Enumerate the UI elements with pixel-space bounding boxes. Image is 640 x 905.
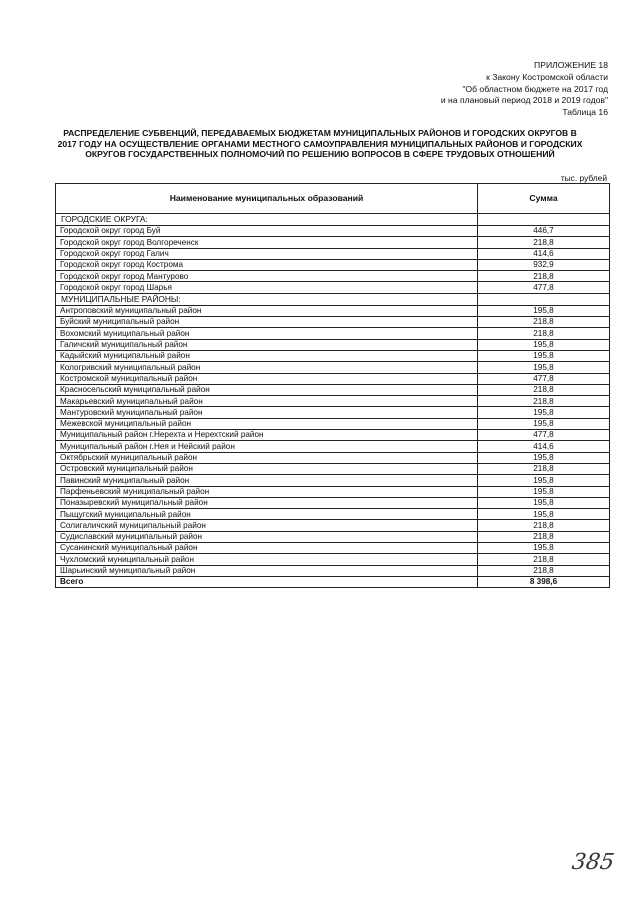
subsidy-amount: 446,7 [478, 226, 610, 237]
subsidy-table [55, 183, 610, 588]
table-body [56, 214, 610, 588]
municipality-name: Кологривский муниципальный район [56, 362, 478, 373]
page-number: 385 [570, 850, 616, 875]
total-label: Всего [56, 576, 478, 587]
table-row [56, 497, 610, 508]
municipality-name: Городской округ город Волгореченск [56, 237, 478, 248]
table-row [56, 317, 610, 328]
municipality-name: Костромской муниципальный район [56, 373, 478, 384]
table-row [56, 463, 610, 474]
table-row [56, 520, 610, 531]
subsidy-amount: 195,8 [478, 418, 610, 429]
column-header-sum: Сумма [478, 184, 610, 214]
table-row [56, 362, 610, 373]
appendix-line: "Об областном бюджете на 2017 год [462, 83, 608, 94]
table-row [56, 509, 610, 520]
subsidy-amount: 195,8 [478, 452, 610, 463]
column-header-name: Наименование муниципальных образований [56, 184, 478, 214]
municipality-name: Мантуровский муниципальный район [56, 407, 478, 418]
subsidy-amount: 195,8 [478, 497, 610, 508]
municipality-name: Солигаличский муниципальный район [56, 520, 478, 531]
subsidy-amount: 195,8 [478, 305, 610, 316]
municipality-name: Кадыйский муниципальный район [56, 350, 478, 361]
subsidy-amount: 218,8 [478, 463, 610, 474]
municipality-name: Городской округ город Кострома [56, 259, 478, 270]
total-row [56, 576, 610, 587]
table-row [56, 430, 610, 441]
table-row [56, 282, 610, 293]
municipality-name: Городской округ город Буй [56, 226, 478, 237]
municipality-name: Макарьевский муниципальный район [56, 396, 478, 407]
table-row [56, 452, 610, 463]
units-label: тыс. рублей [560, 173, 607, 183]
municipality-name: Буйский муниципальный район [56, 317, 478, 328]
table-row [56, 226, 610, 237]
table-row [56, 407, 610, 418]
section-label: ГОРОДСКИЕ ОКРУГА: [56, 214, 478, 226]
subsidy-amount: 195,8 [478, 350, 610, 361]
table-row [56, 350, 610, 361]
municipality-name: Павинский муниципальный район [56, 475, 478, 486]
municipality-name: Шарьинский муниципальный район [56, 565, 478, 576]
subsidy-amount: 218,8 [478, 384, 610, 395]
table-row [56, 418, 610, 429]
municipality-name: Вохомский муниципальный район [56, 328, 478, 339]
municipality-name: Городской округ город Шарья [56, 282, 478, 293]
subsidy-amount: 414,6 [478, 441, 610, 452]
table-row [56, 441, 610, 452]
subsidy-amount: 218,8 [478, 520, 610, 531]
subsidy-amount: 477,8 [478, 282, 610, 293]
table-row [56, 373, 610, 384]
subsidy-amount: 218,8 [478, 554, 610, 565]
municipality-name: Чухломский муниципальный район [56, 554, 478, 565]
appendix-reference [348, 60, 608, 119]
table-row [56, 384, 610, 395]
subsidy-amount: 195,8 [478, 543, 610, 554]
subsidy-amount: 195,8 [478, 486, 610, 497]
municipality-name: Городской округ город Галич [56, 248, 478, 259]
section-sum-empty [478, 214, 610, 226]
municipality-name: Парфеньевский муниципальный район [56, 486, 478, 497]
section-header-row [56, 293, 610, 305]
subsidy-amount: 218,8 [478, 565, 610, 576]
municipality-name: Поназыревский муниципальный район [56, 497, 478, 508]
municipality-name: Красносельский муниципальный район [56, 384, 478, 395]
table-row [56, 271, 610, 282]
table-row [56, 248, 610, 259]
subsidy-amount: 195,8 [478, 475, 610, 486]
subsidy-amount: 218,8 [478, 317, 610, 328]
municipality-name: Межевской муниципальный район [56, 418, 478, 429]
subsidy-amount: 218,8 [478, 237, 610, 248]
municipality-name: Октябрьский муниципальный район [56, 452, 478, 463]
table-row [56, 565, 610, 576]
document-title: РАСПРЕДЕЛЕНИЕ СУБВЕНЦИЙ, ПЕРЕДАВАЕМЫХ БЮДЖЕТАМ МУНИЦИПАЛЬНЫХ РАЙОНОВ И ГОРОДСКИХ ОКРУГОВ В 2017 ГОДУ НА ОСУЩЕСТВЛЕНИЕ ОРГАНАМИ МЕСТНОГО САМОУПРАВЛЕНИЯ МУНИЦИПАЛЬНЫХ РАЙОНОВ И ГОРОДСКИХ ОКРУГОВ ГОСУДАРСТВЕННЫХ ПОЛНОМОЧИЙ ПО РЕШЕНИЮ ВОПРОСОВ В СФЕРЕ ТРУДОВЫХ ОТНОШЕНИЙ [57, 128, 583, 160]
section-sum-empty [478, 293, 610, 305]
subsidy-amount: 218,8 [478, 396, 610, 407]
subsidy-amount: 195,8 [478, 339, 610, 350]
subsidy-amount: 195,8 [478, 509, 610, 520]
subsidy-amount: 218,8 [478, 271, 610, 282]
table-row [56, 475, 610, 486]
appendix-line: Таблица 16 [562, 107, 608, 118]
total-amount: 8 398,6 [478, 576, 610, 587]
table-row [56, 259, 610, 270]
municipality-name: Сусанинский муниципальный район [56, 543, 478, 554]
municipality-name: Антроповский муниципальный район [56, 305, 478, 316]
table-row [56, 339, 610, 350]
table-row [56, 486, 610, 497]
municipality-name: Островский муниципальный район [56, 463, 478, 474]
municipality-name: Галичский муниципальный район [56, 339, 478, 350]
appendix-line: и на плановый период 2018 и 2019 годов" [440, 95, 608, 106]
table-row [56, 554, 610, 565]
appendix-line: к Закону Костромской области [486, 71, 608, 82]
subsidy-amount: 932,9 [478, 259, 610, 270]
municipality-name: Муниципальный район г.Нея и Нейский район [56, 441, 478, 452]
municipality-name: Муниципальный район г.Нерехта и Нерехтский район [56, 430, 478, 441]
subsidy-amount: 218,8 [478, 531, 610, 542]
table-row [56, 237, 610, 248]
municipality-name: Городской округ город Мантурово [56, 271, 478, 282]
appendix-line: ПРИЛОЖЕНИЕ 18 [534, 60, 608, 70]
subsidy-amount: 477,8 [478, 430, 610, 441]
table-row [56, 396, 610, 407]
subsidy-amount: 195,8 [478, 362, 610, 373]
table-row [56, 543, 610, 554]
subsidy-amount: 218,8 [478, 328, 610, 339]
section-header-row [56, 214, 610, 226]
table-row [56, 328, 610, 339]
municipality-name: Пыщугский муниципальный район [56, 509, 478, 520]
subsidy-amount: 477,8 [478, 373, 610, 384]
subsidy-amount: 195,8 [478, 407, 610, 418]
table-header-row [56, 184, 610, 214]
table-row [56, 531, 610, 542]
subsidy-amount: 414,6 [478, 248, 610, 259]
municipality-name: Судиславский муниципальный район [56, 531, 478, 542]
section-label: МУНИЦИПАЛЬНЫЕ РАЙОНЫ: [56, 293, 478, 305]
table-row [56, 305, 610, 316]
